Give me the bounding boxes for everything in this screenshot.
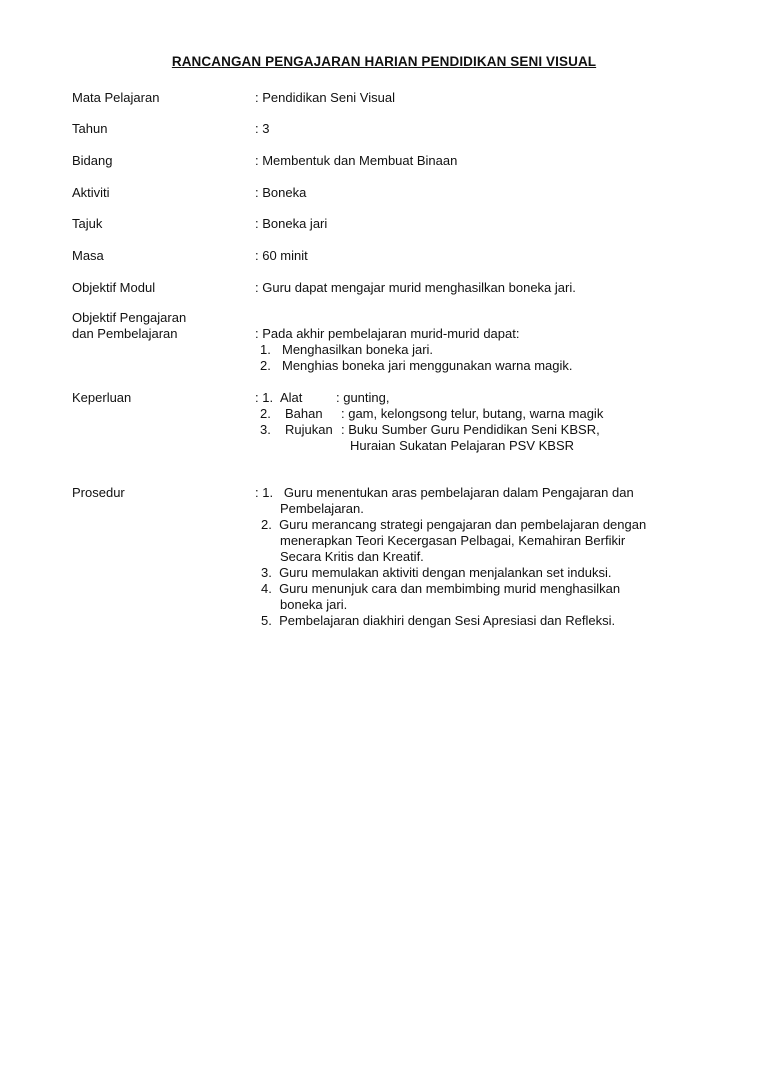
list-item xyxy=(255,390,715,406)
label-line: Objektif Pengajaran xyxy=(72,310,187,325)
list-item xyxy=(255,406,715,422)
field-label: Masa xyxy=(72,248,104,263)
field-label xyxy=(72,310,252,342)
field-value: : 60 minit xyxy=(255,248,308,263)
field-label: Mata Pelajaran xyxy=(72,90,160,105)
prosedur-line: 5. Pembelajaran diakhiri dengan Sesi Apresiasi dan Refleksi. xyxy=(261,613,616,628)
prosedur-line: : 1. Guru menentukan aras pembelajaran dalam Pengajaran dan xyxy=(255,485,634,500)
item-key: Bahan xyxy=(285,406,323,421)
prosedur-line: 4. Guru menunjuk cara dan membimbing murid menghasilkan xyxy=(261,581,621,596)
item-key: Alat xyxy=(280,390,303,405)
list-item xyxy=(255,422,715,438)
prosedur-line: 3. Guru memulakan aktiviti dengan menjalankan set induksi. xyxy=(261,565,612,580)
item-number: 2. xyxy=(260,406,271,421)
prosedur-line: boneka jari. xyxy=(280,597,348,612)
item-continuation: Huraian Sukatan Pelajaran PSV KBSR xyxy=(350,438,575,453)
item-text: : gam, kelongsong telur, butang, warna magik xyxy=(341,406,604,421)
list-item xyxy=(255,358,715,374)
prosedur-line: menerapkan Teori Kecergasan Pelbagai, Kemahiran Berfikir xyxy=(280,533,626,548)
label-line: dan Pembelajaran xyxy=(72,326,178,341)
item-number: 2. xyxy=(260,358,271,373)
objektif-intro: : Pada akhir pembelajaran murid-murid dapat: xyxy=(255,326,520,341)
item-key: Rujukan xyxy=(285,422,333,437)
field-label: Tahun xyxy=(72,121,108,136)
field-value xyxy=(255,390,715,454)
field-value: : Boneka xyxy=(255,185,307,200)
item-text: Menghias boneka jari menggunakan warna magik. xyxy=(282,358,573,373)
field-label: Tajuk xyxy=(72,216,103,231)
field-value xyxy=(255,326,715,374)
item-number: 1. xyxy=(260,342,271,357)
field-label: Prosedur xyxy=(72,485,125,500)
field-value: : Pendidikan Seni Visual xyxy=(255,90,395,105)
field-value: : Boneka jari xyxy=(255,216,328,231)
prosedur-line: Secara Kritis dan Kreatif. xyxy=(280,549,424,564)
item-number: 3. xyxy=(260,422,271,437)
prosedur-line: Pembelajaran. xyxy=(280,501,364,516)
field-label: Bidang xyxy=(72,153,113,168)
field-value: : 3 xyxy=(255,121,270,136)
item-text: Menghasilkan boneka jari. xyxy=(282,342,434,357)
field-label: Aktiviti xyxy=(72,185,110,200)
prosedur-line: 2. Guru merancang strategi pengajaran dan pembelajaran dengan xyxy=(261,517,647,532)
item-text: : Buku Sumber Guru Pendidikan Seni KBSR, xyxy=(341,422,600,437)
field-label: Objektif Modul xyxy=(72,280,156,295)
field-value xyxy=(255,485,715,629)
page-title: RANCANGAN PENGAJARAN HARIAN PENDIDIKAN SENI VISUAL xyxy=(171,54,597,69)
field-value: : Membentuk dan Membuat Binaan xyxy=(255,153,458,168)
item-text: : gunting, xyxy=(336,390,390,405)
field-value: : Guru dapat mengajar murid menghasilkan boneka jari. xyxy=(255,280,576,295)
item-number: : 1. xyxy=(255,390,274,405)
field-label: Keperluan xyxy=(72,390,132,405)
list-item xyxy=(255,342,715,358)
